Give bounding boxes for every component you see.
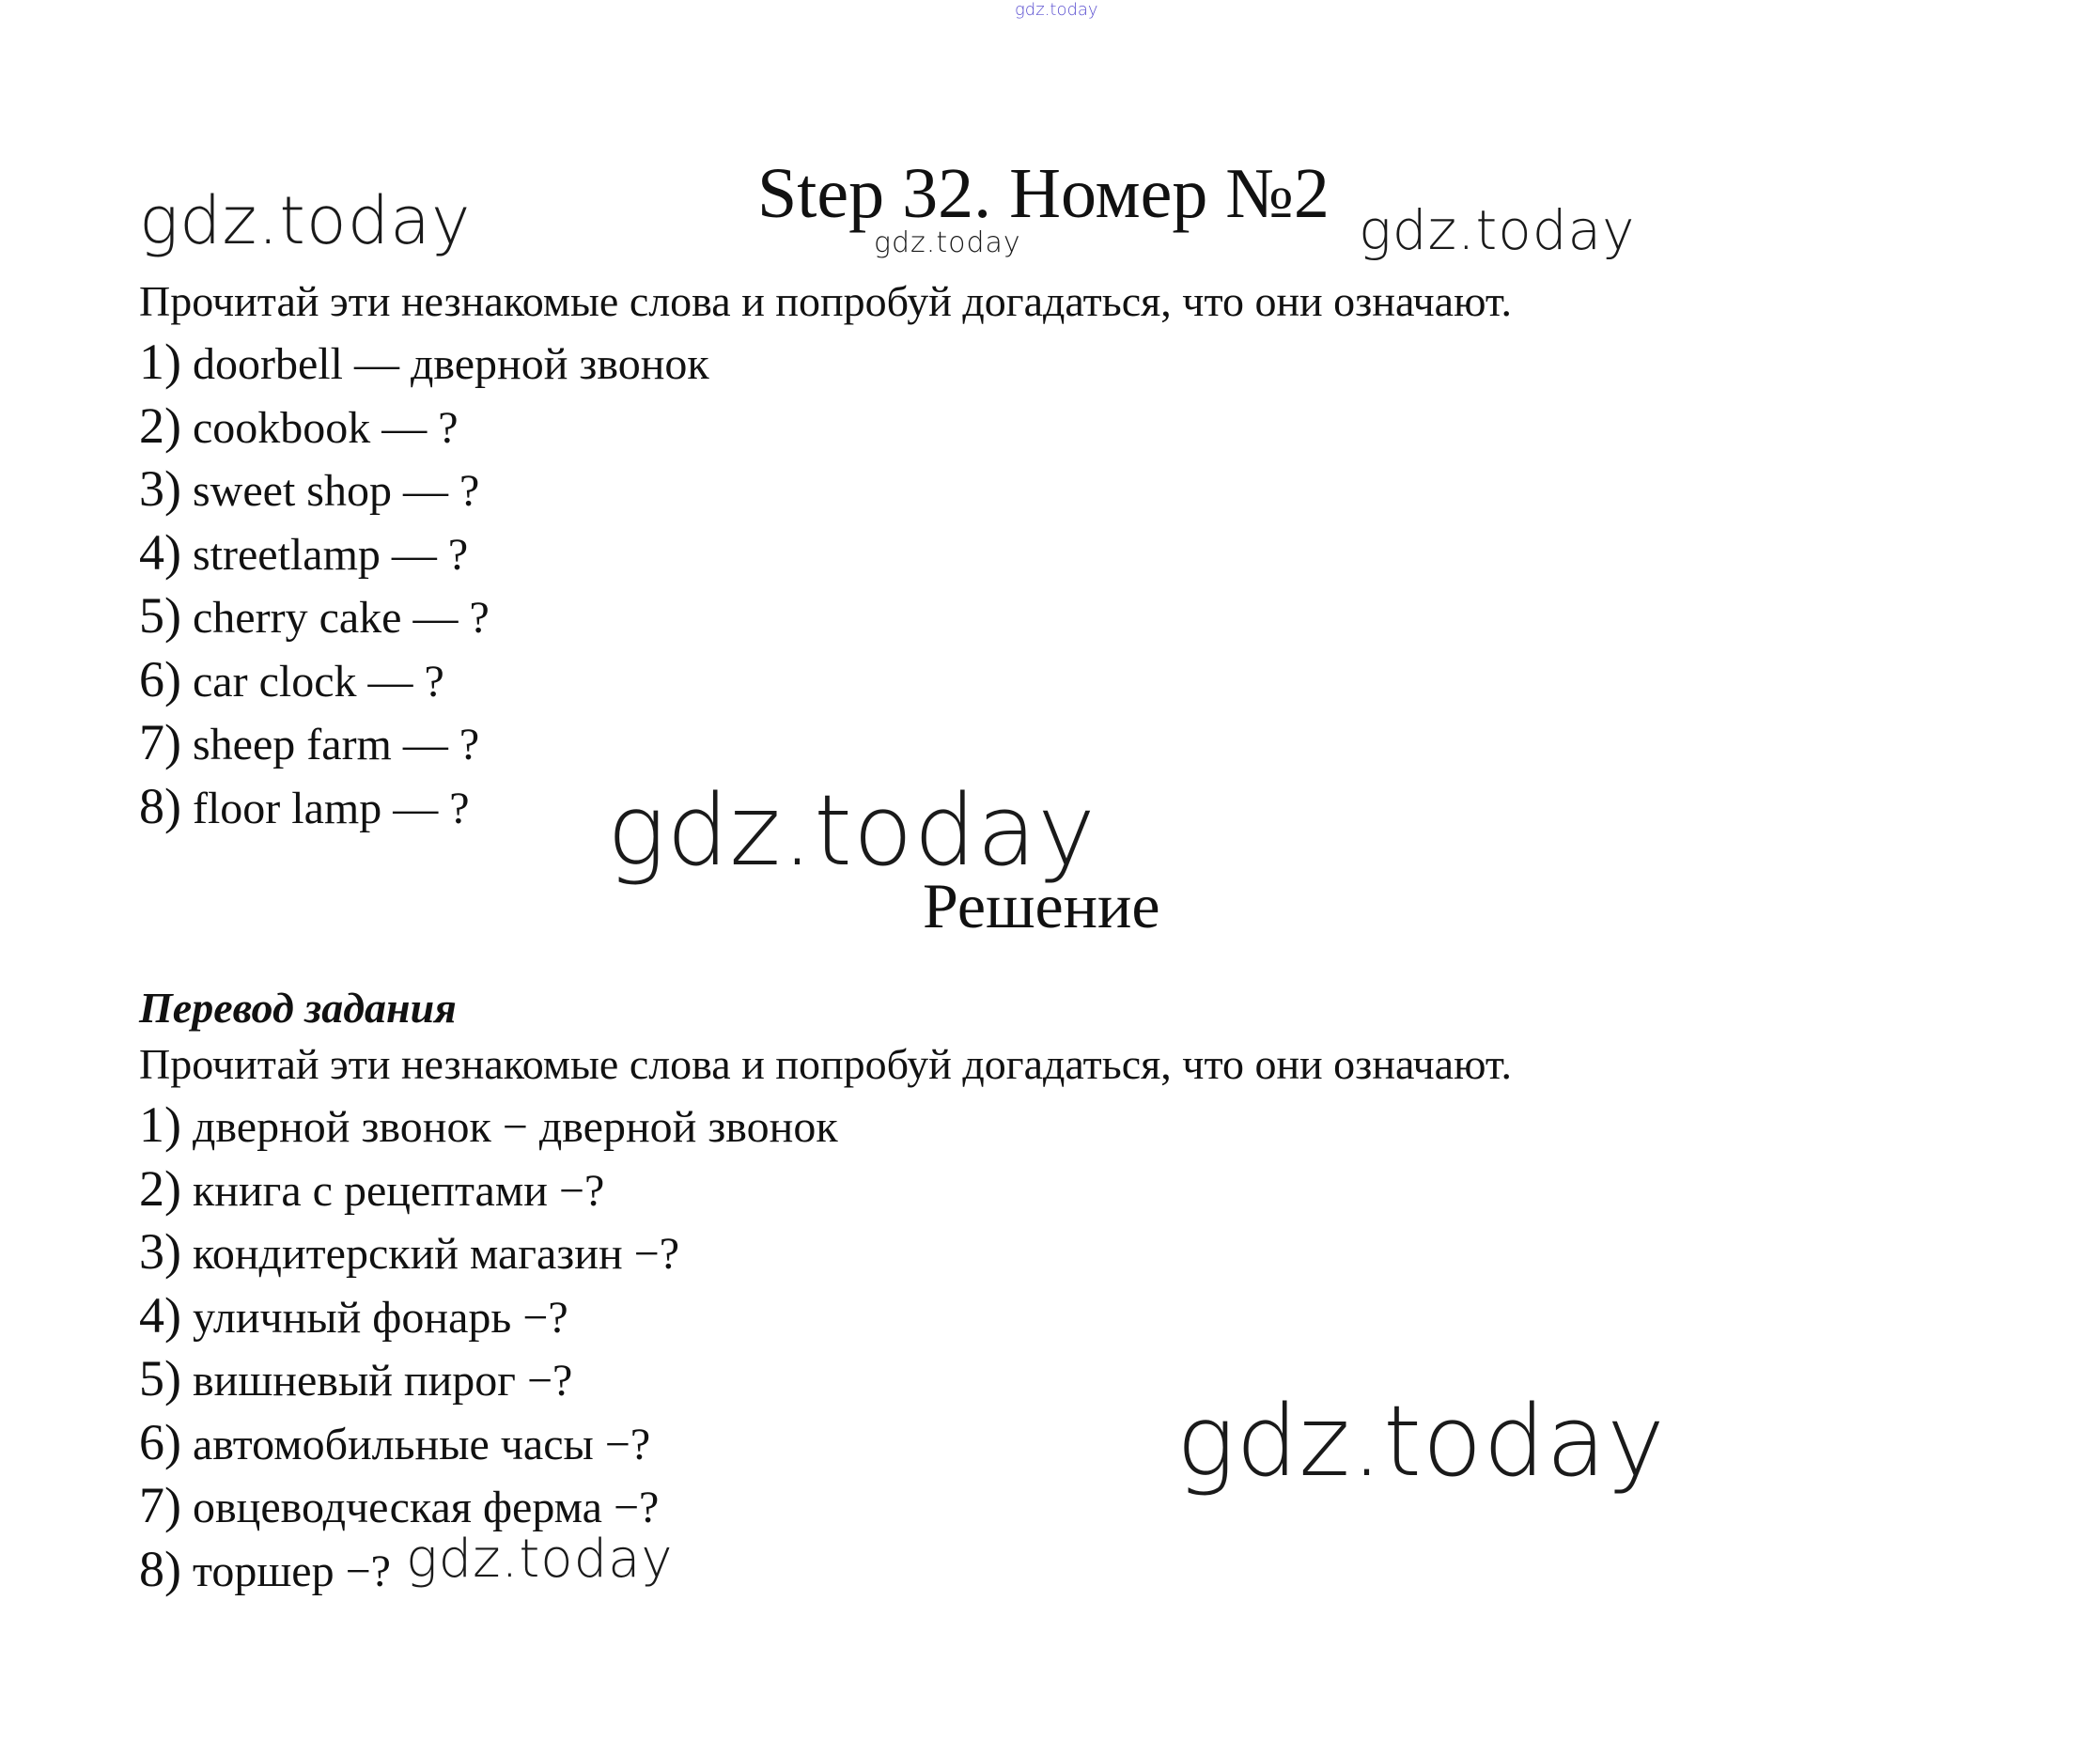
list-item	[139, 1413, 838, 1481]
list-item	[139, 1223, 838, 1290]
task-word-list	[139, 336, 709, 844]
task-instruction: Прочитай эти незнакомые слова и попробуй догадаться, что они означают.	[139, 277, 1512, 325]
item-number: 8)	[139, 1540, 181, 1597]
item-text: книга с рецептами −?	[180, 1165, 605, 1216]
list-item	[139, 523, 709, 591]
item-text: cookbook — ?	[180, 402, 459, 453]
translation-instruction: Прочитай эти незнакомые слова и попробуй догадаться, что они означают.	[139, 1040, 1512, 1088]
item-number: 2)	[139, 1159, 181, 1217]
item-number: 3)	[139, 1223, 181, 1280]
item-number: 4)	[139, 523, 181, 581]
watermark: gdz.today	[1359, 198, 1636, 262]
list-item	[139, 1159, 838, 1227]
watermark-top: gdz.today	[1015, 0, 1098, 20]
item-text: doorbell — дверной звонок	[180, 339, 709, 389]
item-text: car clock — ?	[180, 656, 444, 707]
item-number: 4)	[139, 1286, 181, 1344]
list-item	[139, 336, 709, 400]
list-item	[139, 587, 709, 654]
watermark: gdz.today	[1176, 1384, 1666, 1499]
item-text: sweet shop — ?	[180, 466, 480, 516]
watermark: gdz.today	[406, 1529, 674, 1590]
page-title: Step 32. Номер №2	[757, 154, 1330, 233]
solution-heading: Решение	[923, 870, 1160, 941]
list-item	[139, 1286, 838, 1354]
list-item	[139, 650, 709, 718]
item-text: floor lamp — ?	[180, 783, 470, 833]
translation-heading: Перевод задания	[139, 984, 457, 1032]
item-number: 2)	[139, 396, 181, 454]
item-text: торшер −?	[180, 1546, 391, 1596]
watermark: gdz.today	[139, 182, 472, 259]
item-text: овцеводческая ферма −?	[180, 1483, 660, 1532]
item-text: автомобильные часы −?	[180, 1419, 651, 1469]
list-item	[139, 1096, 838, 1163]
item-number: 1)	[139, 334, 181, 390]
item-text: дверной звонок − дверной звонок	[180, 1102, 838, 1152]
item-number: 6)	[139, 650, 181, 707]
watermark: gdz.today	[607, 773, 1097, 888]
item-number: 3)	[139, 460, 181, 517]
item-number: 7)	[139, 714, 181, 770]
item-number: 5)	[139, 587, 181, 644]
item-number: 5)	[139, 1350, 181, 1406]
item-text: cherry cake — ?	[180, 593, 490, 643]
item-text: вишневый пирог −?	[180, 1356, 573, 1406]
watermark: gdz.today	[874, 226, 1021, 259]
item-number: 6)	[139, 1413, 181, 1470]
list-item	[139, 1350, 838, 1417]
item-number: 7)	[139, 1477, 181, 1533]
item-text: streetlamp — ?	[180, 529, 469, 580]
item-text: кондитерский магазин −?	[180, 1229, 679, 1279]
item-text: уличный фонарь −?	[180, 1292, 568, 1343]
list-item	[139, 460, 709, 527]
list-item	[139, 396, 709, 464]
item-number: 1)	[139, 1096, 181, 1153]
item-text: sheep farm — ?	[180, 720, 480, 769]
list-item	[139, 714, 709, 781]
item-number: 8)	[139, 777, 181, 834]
